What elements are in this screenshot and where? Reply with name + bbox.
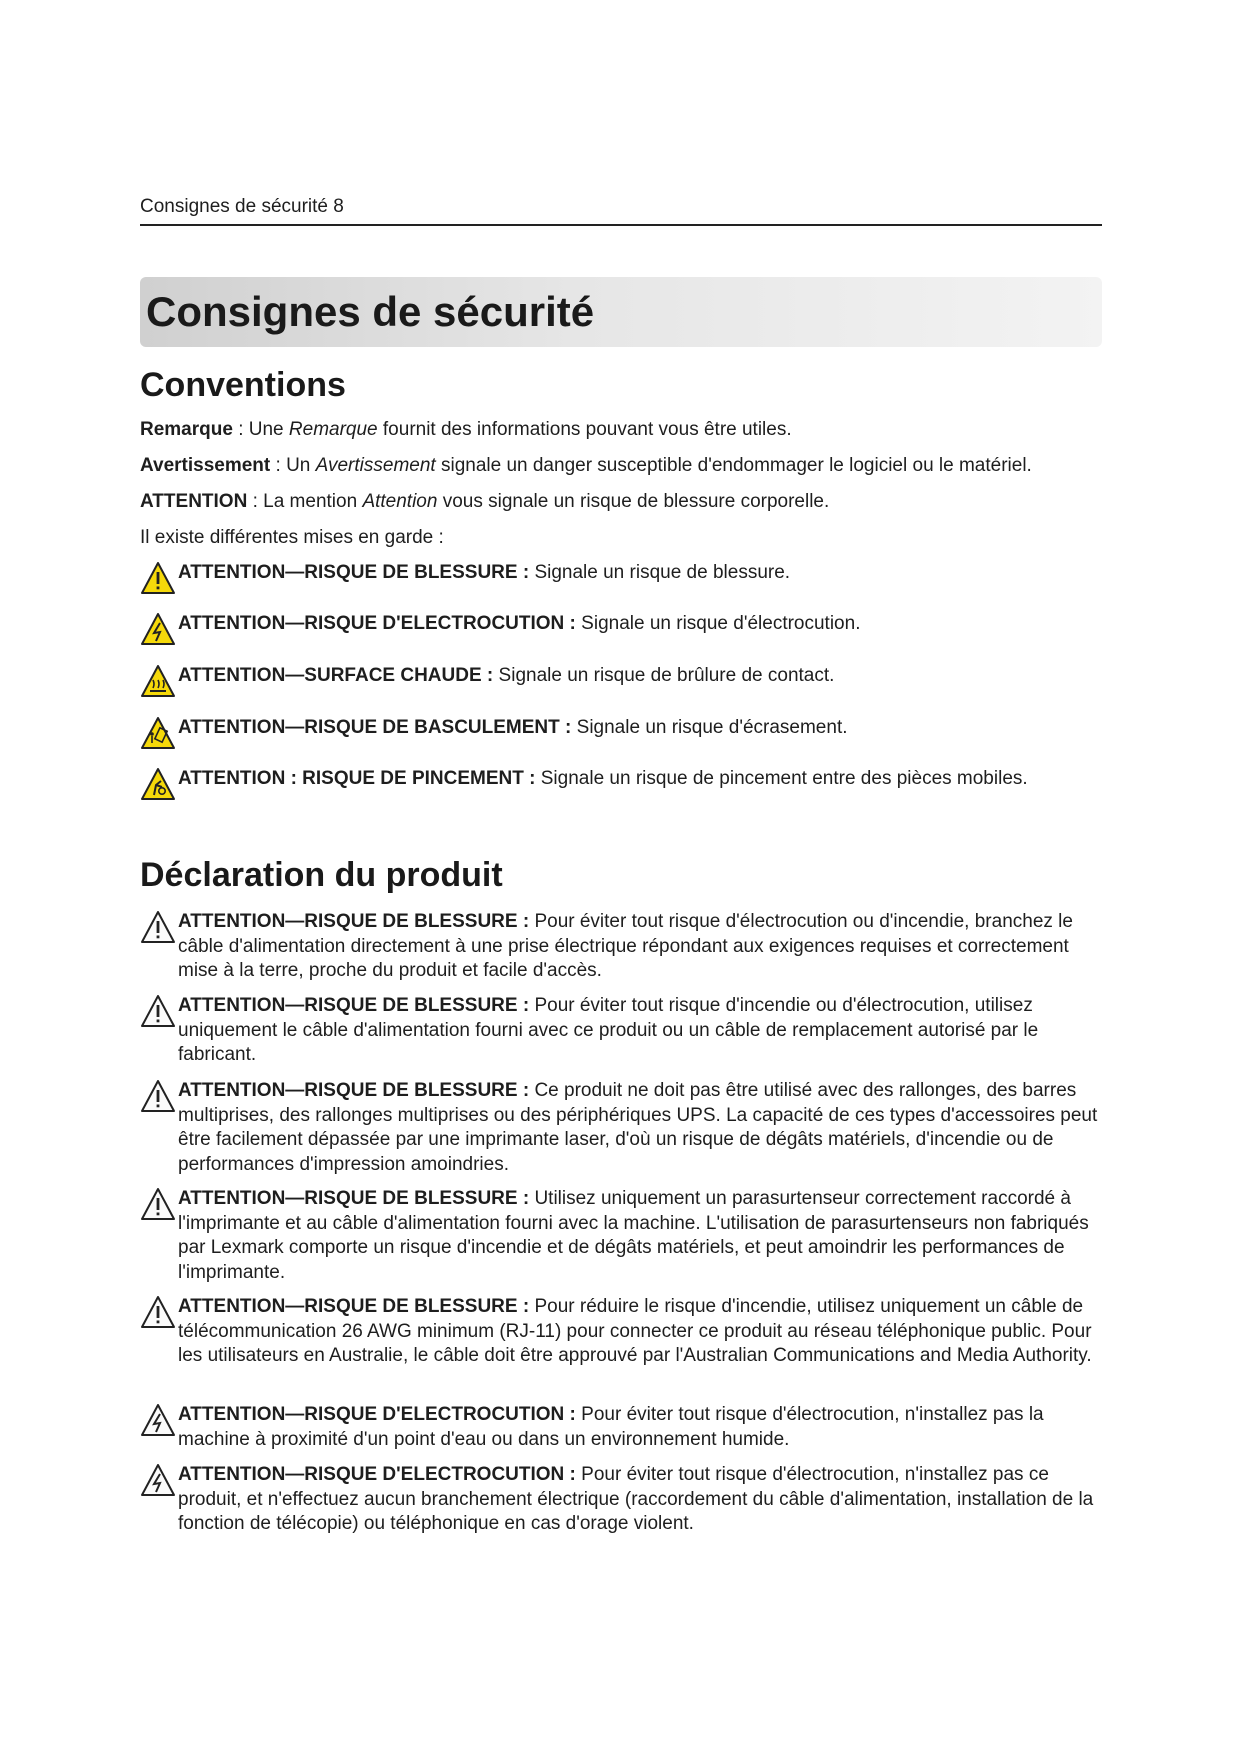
declaration-item: ATTENTION—RISQUE D'ELECTROCUTION : Pour éviter tout risque d'électrocution, n'installez pas la machine à proximité d'un point d'eau ou dans un environnement humide. xyxy=(140,1403,1102,1452)
warning-exclamation-icon xyxy=(140,910,176,944)
warning-electric-icon xyxy=(140,612,176,646)
convention-attention: ATTENTION : La mention Attention vous signale un risque de blessure corporelle. xyxy=(140,491,830,512)
declaration-item: ATTENTION—RISQUE D'ELECTROCUTION : Pour éviter tout risque d'électrocution, n'installez pas ce produit, et n'effectuez aucun branchement électrique (raccordement du câble d'alimentation, installation de la fonction de télécopie) ou téléphonique en cas d'orage violent. xyxy=(140,1463,1102,1537)
warning-exclamation-icon xyxy=(140,1295,176,1329)
warning-exclamation-icon xyxy=(140,1187,176,1221)
declaration-item: ATTENTION—RISQUE DE BLESSURE : Pour éviter tout risque d'électrocution ou d'incendie, branchez le câble d'alimentation directement à une prise électrique répondant aux exigences requises et correctement mise à la terre, proche du produit et facile d'accès. xyxy=(140,910,1102,984)
running-header: Consignes de sécurité 8 xyxy=(140,196,1102,226)
warning-tipping-icon xyxy=(140,716,176,750)
caution-type-tipping: ATTENTION—RISQUE DE BASCULEMENT : Signale un risque d'écrasement. xyxy=(140,716,1102,750)
caution-type-electrocution: ATTENTION—RISQUE D'ELECTROCUTION : Signale un risque d'électrocution. xyxy=(140,612,1102,646)
declaration-item: ATTENTION—RISQUE DE BLESSURE : Utilisez uniquement un parasurtenseur correctement raccordé à l'imprimante et au câble d'alimentation fourni avec la machine. L'utilisation de parasurtenseurs non fabriqués par Lexmark comporte un risque d'incendie et de dégâts matériels, et peut amoindrir les performances de l'imprimante. xyxy=(140,1187,1102,1285)
caution-type-injury: ATTENTION—RISQUE DE BLESSURE : Signale un risque de blessure. xyxy=(140,561,1102,595)
warning-electric-icon xyxy=(140,1403,176,1437)
cautions-intro: Il existe différentes mises en garde : xyxy=(140,527,444,548)
warning-pinch-icon xyxy=(140,767,176,801)
declaration-item: ATTENTION—RISQUE DE BLESSURE : Ce produit ne doit pas être utilisé avec des rallonges, des barres multiprises, des rallonges multiprises ou des périphériques UPS. La capacité de ces types d'accessoires peut être facilement dépassée par une imprimante laser, d'où un risque de dégâts matériels, d'incendie ou de performances d'impression amoindries. xyxy=(140,1079,1102,1177)
section-heading-conventions: Conventions xyxy=(140,366,346,404)
warning-electric-icon xyxy=(140,1463,176,1497)
warning-hot-surface-icon xyxy=(140,664,176,698)
declaration-item: ATTENTION—RISQUE DE BLESSURE : Pour éviter tout risque d'incendie ou d'électrocution, utilisez uniquement le câble d'alimentation fourni avec ce produit ou un câble de remplacement autorisé par le fabricant. xyxy=(140,994,1102,1068)
page-title: Consignes de sécurité xyxy=(146,288,595,335)
convention-remarque: Remarque : Une Remarque fournit des informations pouvant vous être utiles. xyxy=(140,419,792,440)
page-title-banner xyxy=(140,277,1102,347)
caution-type-hot-surface: ATTENTION—SURFACE CHAUDE : Signale un risque de brûlure de contact. xyxy=(140,664,1102,698)
warning-exclamation-icon xyxy=(140,561,176,595)
warning-exclamation-icon xyxy=(140,994,176,1028)
section-heading-declaration: Déclaration du produit xyxy=(140,856,503,894)
declaration-item: ATTENTION—RISQUE DE BLESSURE : Pour réduire le risque d'incendie, utilisez uniquement un câble de télécommunication 26 AWG minimum (RJ-11) pour connecter ce produit au réseau téléphonique public. Pour les utilisateurs en Australie, le câble doit être approuvé par l'Australian Communications and Media Authority. xyxy=(140,1295,1102,1369)
caution-type-pinch: ATTENTION : RISQUE DE PINCEMENT : Signale un risque de pincement entre des pièces mobiles. xyxy=(140,767,1102,801)
warning-exclamation-icon xyxy=(140,1079,176,1113)
convention-avertissement: Avertissement : Un Avertissement signale un danger susceptible d'endommager le logiciel ou le matériel. xyxy=(140,455,1032,476)
